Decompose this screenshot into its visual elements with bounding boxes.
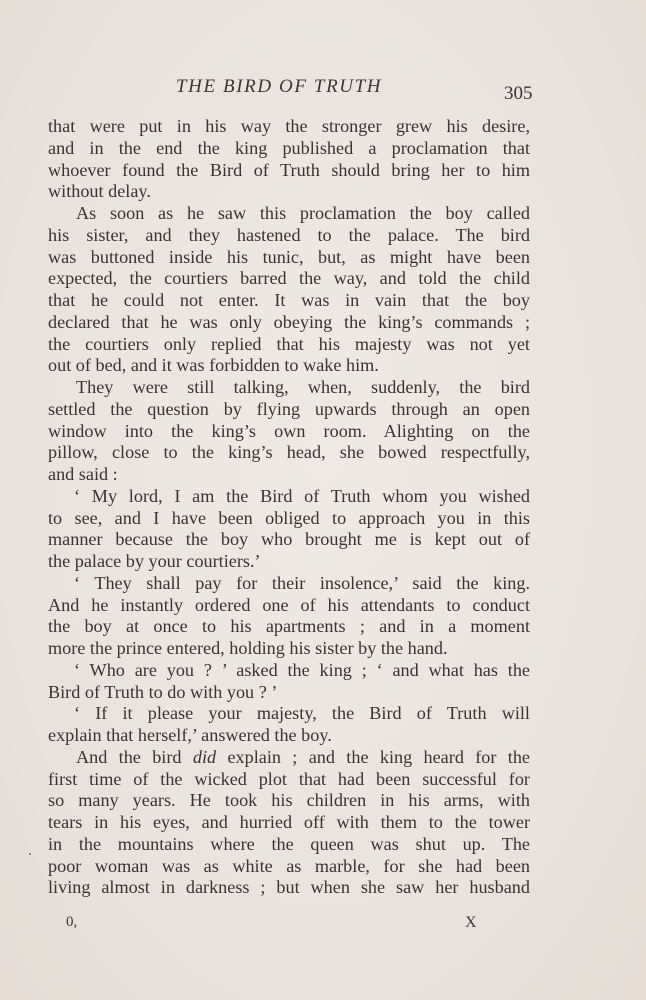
text-line: Bird of Truth to do with you ? ’ [48,681,278,702]
text-line: ‘ My lord, I am the Bird of Truth whom you wished [74,485,530,506]
text-line: and said : [48,464,118,484]
text-line: And the bird did explain ; and the king heard for the [76,746,531,767]
body-text [48,116,530,899]
text-line: his sister, and they hastened to the palace. The bird [48,224,530,245]
running-title: THE BIRD OF TRUTH [176,76,383,97]
margin-speck [29,853,31,855]
text-line: expected, the courtiers barred the way, and told the child [48,268,530,289]
text-line: They were still talking, when, suddenly, the bird [76,377,530,397]
text-line: poor woman was as white as marble, for she had been [48,855,530,876]
text-line: that he could not enter. It was in vain that the boy [48,290,530,310]
text-line: declared that he was only obeying the king’s commands ; [48,311,530,332]
text-line: the palace by your courtiers.’ [48,551,261,571]
text-line: ‘ They shall pay for their insolence,’ said the king. [74,572,530,593]
text-line: And he instantly ordered one of his attendants to conduct [48,594,530,615]
text-line: more the prince entered, holding his sister by the hand. [48,638,448,658]
text-line: pillow, close to the king’s head, she bowed respectfully, [48,442,530,463]
page-number: 305 [504,83,533,104]
text-line: first time of the wicked plot that had been successful for [48,768,530,789]
text-line: settled the question by flying upwards through an open [48,398,530,419]
text-line: manner because the boy who brought me is kept out of [48,529,530,550]
text-line: whoever found the Bird of Truth should bring her to him [48,159,530,180]
text-line: ‘ If it please your majesty, the Bird of Truth will [74,703,530,724]
signature-mark: 0, [66,914,78,930]
text-line: the boy at once to his apartments ; and in a moment [48,616,530,637]
text-line: As soon as he saw this proclamation the boy called [76,203,530,223]
text-line: ‘ Who are you ? ’ asked the king ; ‘ and what has the [74,659,530,680]
text-line: in the mountains where the queen was shut up. The [48,833,530,854]
text-line: tears in his eyes, and hurried off with them to the tower [48,812,530,832]
text-line: explain that herself,’ answered the boy. [48,725,332,745]
text-line: the courtiers only replied that his majesty was not yet [48,333,530,354]
text-line: to see, and I have been obliged to approach you in this [48,507,530,528]
text-line: that were put in his way the stronger grew his desire, [48,116,530,136]
text-line: was buttoned inside his tunic, but, as might have been [48,246,530,267]
text-line: so many years. He took his children in his arms, with [48,790,530,811]
text-line: without delay. [48,181,151,202]
text-line: out of bed, and it was forbidden to wake him. [48,355,379,376]
text-line: window into the king’s own room. Alighting on the [48,420,530,441]
text-line: and in the end the king published a proclamation that [48,137,530,158]
emphasized-word: did [192,746,217,767]
text-line: living almost in darkness ; but when she saw her husband [48,877,530,898]
gathering-letter: X [465,914,477,931]
